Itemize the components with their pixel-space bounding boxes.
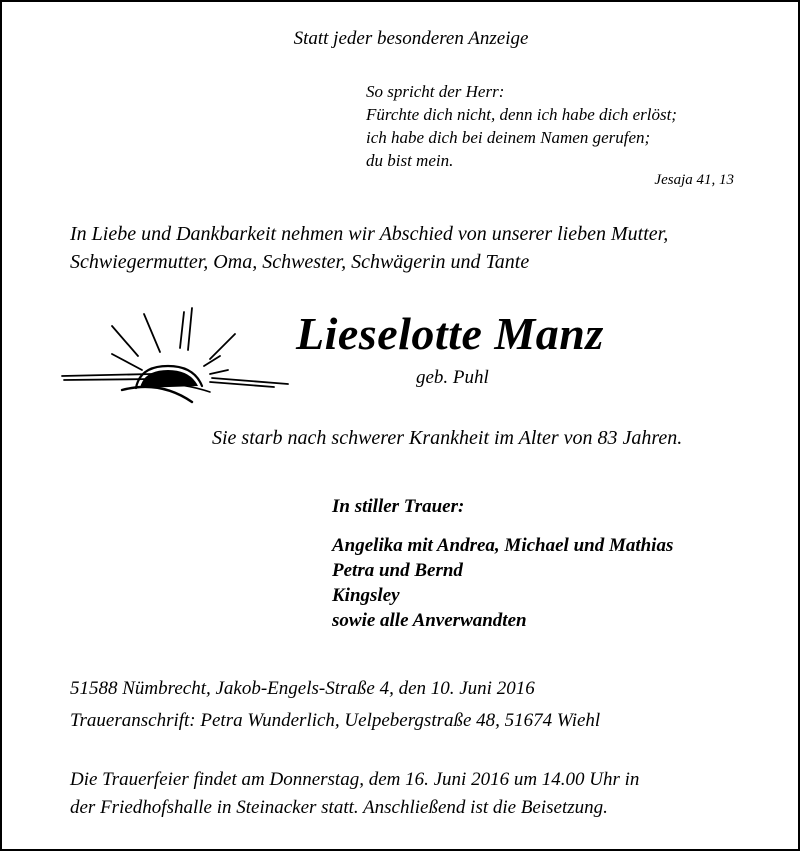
verse-line: ich habe dich bei deinem Namen gerufen; <box>366 128 651 147</box>
verse-reference: Jesaja 41, 13 <box>654 172 734 188</box>
verse-line: du bist mein. <box>366 151 454 170</box>
death-note: Sie starb nach schwerer Krankheit im Alter von 83 Jahren. <box>212 427 683 449</box>
mourning-address: Traueranschrift: Petra Wunderlich, Uelpebergstraße 48, 51674 Wiehl <box>70 710 601 731</box>
deceased-name: Lieselotte Manz <box>296 308 604 359</box>
setting-sun-icon <box>60 304 290 408</box>
mourner-entry: Kingsley <box>332 585 400 606</box>
intro-line: Schwiegermutter, Oma, Schwester, Schwägerin und Tante <box>70 251 530 273</box>
notice-header: Statt jeder besonderen Anzeige <box>293 28 529 49</box>
funeral-line: Die Trauerfeier findet am Donnerstag, dem 16. Juni 2016 um 14.00 Uhr in <box>70 769 640 790</box>
funeral-line: der Friedhofshalle in Steinacker statt. Anschließend ist die Beisetzung. <box>70 797 608 818</box>
maiden-name: geb. Puhl <box>416 367 489 388</box>
place-date: 51588 Nümbrecht, Jakob-Engels-Straße 4, den 10. Juni 2016 <box>70 678 535 699</box>
mourners-list <box>332 533 673 633</box>
intro-text <box>70 220 668 276</box>
verse-line: So spricht der Herr: <box>366 82 505 101</box>
bible-verse <box>366 80 677 172</box>
mourner-entry: sowie alle Anverwandten <box>332 610 527 631</box>
intro-line: In Liebe und Dankbarkeit nehmen wir Abschied von unserer lieben Mutter, <box>70 223 669 245</box>
verse-line: Fürchte dich nicht, denn ich habe dich erlöst; <box>366 105 677 124</box>
mourning-heading: In stiller Trauer: <box>332 496 465 517</box>
mourner-entry: Petra und Bernd <box>332 560 463 581</box>
funeral-info <box>70 766 639 822</box>
mourner-entry: Angelika mit Andrea, Michael und Mathias <box>332 535 674 556</box>
